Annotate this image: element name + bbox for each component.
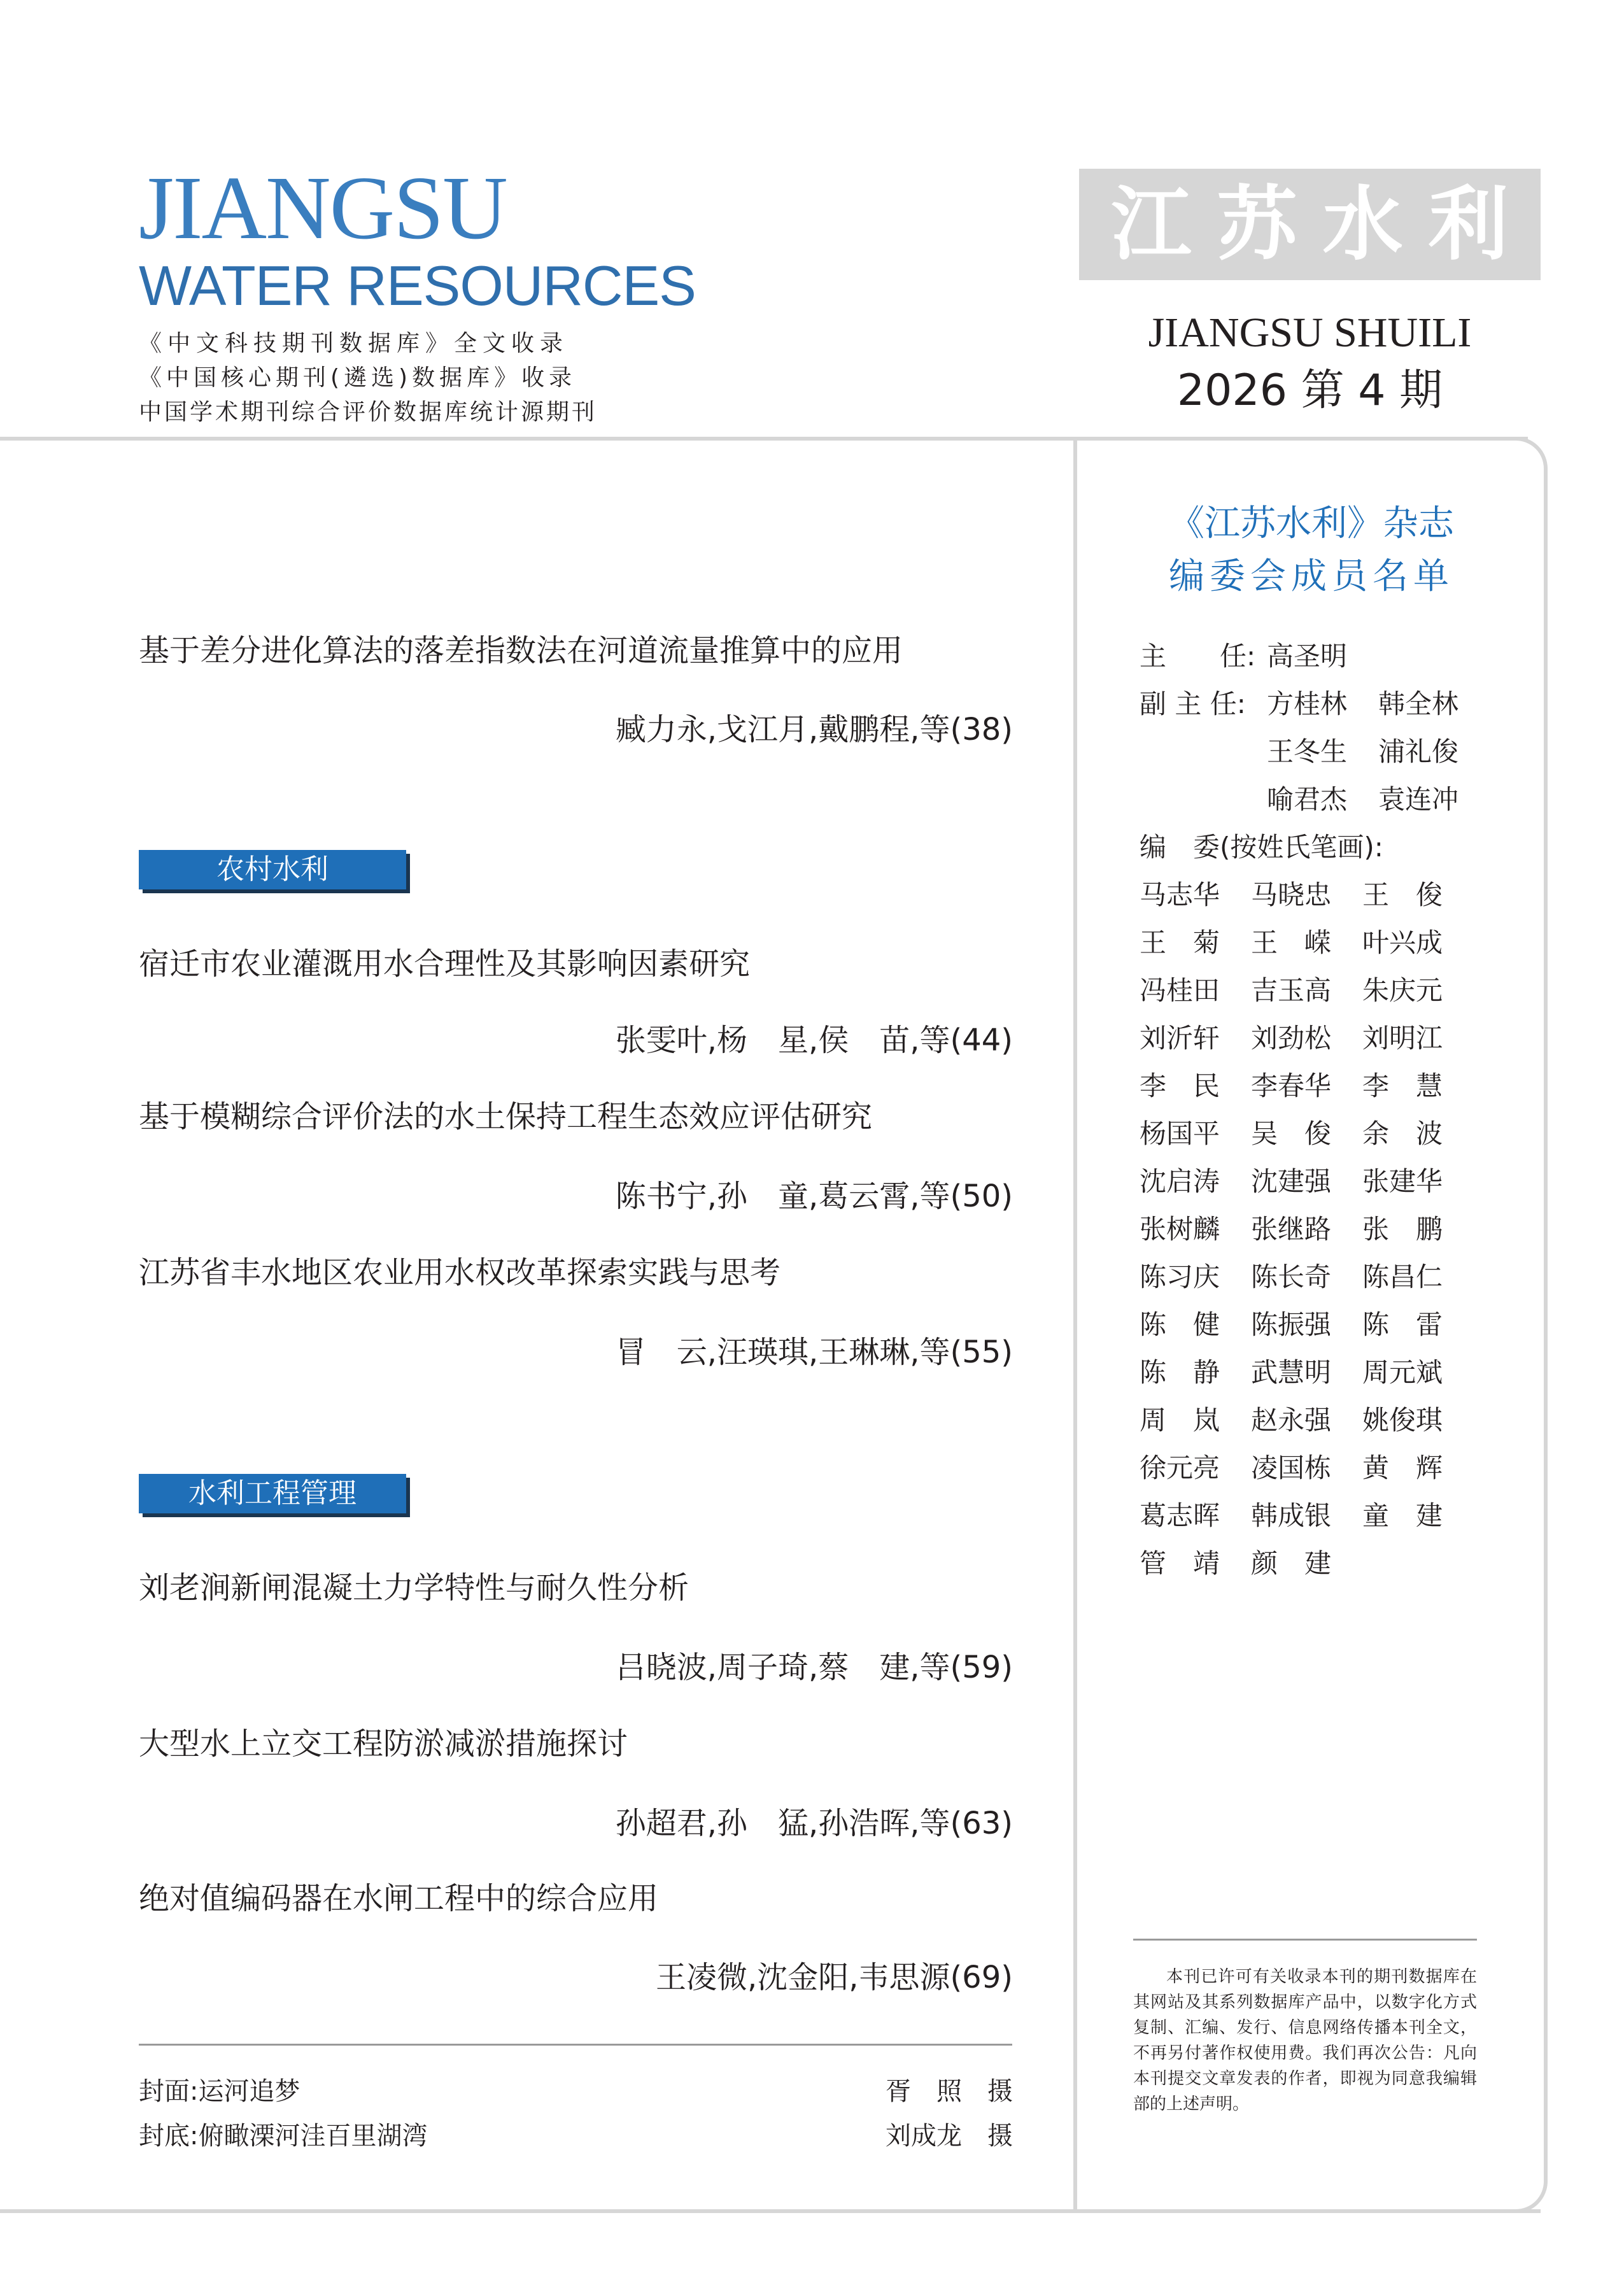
issue-number: 2026 第 4 期 [1176, 365, 1443, 416]
member-name: 吴 俊 [1251, 1118, 1332, 1149]
article-authors: 吕晓波,周子琦,蔡 建,等(59) [615, 1650, 1013, 1685]
index-line-1: 《中文科技期刊数据库》全文收录 [139, 330, 569, 357]
vice-director-row [1267, 786, 1490, 813]
member-name: 余 波 [1362, 1118, 1443, 1149]
member-name: 周 岚 [1140, 1404, 1220, 1436]
vice-director-row [1267, 688, 1490, 719]
member-name: 浦礼俊 [1378, 736, 1459, 767]
member-name: 袁连冲 [1378, 784, 1459, 815]
member-name: 刘明江 [1362, 1022, 1443, 1054]
toc-divider [139, 2044, 1012, 2046]
member-name: 陈长奇 [1251, 1261, 1332, 1292]
member-name: 童 建 [1362, 1500, 1443, 1531]
member-name: 李 民 [1140, 1070, 1220, 1101]
back-cover-photographer: 刘成龙 摄 [886, 2121, 1013, 2151]
back-cover-credit: 封底:俯瞰溧河洼百里湖湾 [139, 2121, 428, 2151]
member-row [1140, 1213, 1474, 1245]
article-title[interactable]: 基于差分进化算法的落差指数法在河道流量推算中的应用 [139, 633, 903, 669]
member-row [1140, 1168, 1474, 1195]
member-name: 刘劲松 [1251, 1022, 1332, 1054]
member-name: 王 菊 [1140, 927, 1220, 958]
logo-english-subtitle: WATER RESOURCES [139, 254, 696, 317]
member-name: 凌国栋 [1251, 1452, 1332, 1483]
member-name: 张继路 [1251, 1213, 1332, 1245]
members-label: 编 委(按姓氏笔画): [1140, 831, 1383, 863]
member-name: 陈昌仁 [1362, 1261, 1443, 1292]
member-name: 韩成银 [1251, 1500, 1332, 1531]
member-name: 张树麟 [1140, 1213, 1220, 1245]
article-authors: 王凌微,沈金阳,韦思源(69) [655, 1960, 1013, 1995]
member-name: 李 慧 [1362, 1070, 1443, 1101]
member-name: 张建华 [1362, 1166, 1443, 1197]
member-row [1140, 1309, 1474, 1340]
cover-credit: 封面:运河追梦 [139, 2077, 300, 2106]
director-name: 高圣明 [1267, 640, 1348, 672]
member-name: 沈启涛 [1140, 1166, 1220, 1197]
journal-pinyin: JIANGSU SHUILI [1148, 309, 1472, 356]
member-row [1140, 977, 1474, 1004]
member-name: 方桂林 [1267, 688, 1348, 719]
member-name: 陈 静 [1140, 1357, 1220, 1388]
index-line-2: 《中国核心期刊(遴选)数据库》收录 [139, 365, 577, 391]
member-row [1140, 1070, 1474, 1101]
article-title[interactable]: 绝对值编码器在水闸工程中的综合应用 [139, 1881, 659, 1916]
member-name: 韩全林 [1378, 688, 1459, 719]
member-name: 管 靖 [1140, 1548, 1220, 1579]
member-row [1140, 1359, 1474, 1386]
article-title[interactable]: 江苏省丰水地区农业用水权改革探索实践与思考 [139, 1255, 781, 1291]
member-name: 刘沂轩 [1140, 1022, 1220, 1054]
member-name: 杨国平 [1140, 1118, 1220, 1149]
member-name: 武慧明 [1251, 1357, 1332, 1388]
board-title: 编委会成员名单 [1169, 556, 1454, 597]
article-title[interactable]: 宿迁市农业灌溉用水合理性及其影响因素研究 [139, 946, 751, 982]
member-name: 王冬生 [1267, 736, 1348, 767]
brand-title: 江苏水利 [1111, 177, 1534, 271]
member-name: 沈建强 [1251, 1166, 1332, 1197]
member-name: 朱庆元 [1362, 975, 1443, 1006]
article-authors: 臧力永,戈江月,戴鹏程,等(38) [615, 712, 1013, 747]
member-name: 姚俊琪 [1362, 1404, 1443, 1436]
article-authors: 孙超君,孙 猛,孙浩晖,等(63) [615, 1806, 1013, 1841]
member-row [1140, 1022, 1474, 1054]
member-name: 喻君杰 [1267, 784, 1348, 815]
member-name: 周元斌 [1362, 1357, 1443, 1388]
director-label: 主 任: [1140, 640, 1256, 672]
index-line-3: 中国学术期刊综合评价数据库统计源期刊 [139, 399, 598, 425]
article-title[interactable]: 刘老涧新闸混凝土力学特性与耐久性分析 [139, 1570, 689, 1606]
member-row [1140, 1500, 1474, 1531]
member-name: 陈习庆 [1140, 1261, 1220, 1292]
member-name: 陈 雷 [1362, 1309, 1443, 1340]
member-row [1140, 927, 1474, 958]
notice-divider [1133, 1939, 1477, 1941]
member-row [1140, 1452, 1474, 1483]
member-name: 陈 健 [1140, 1309, 1220, 1340]
member-row [1140, 1118, 1474, 1149]
member-name: 吉玉高 [1251, 975, 1332, 1006]
member-name: 王 嵘 [1251, 927, 1332, 958]
cover-photographer: 胥 照 摄 [886, 2077, 1013, 2106]
article-title[interactable]: 基于模糊综合评价法的水土保持工程生态效应评估研究 [139, 1099, 873, 1135]
section-tag-engineering-management: 水利工程管理 [139, 1474, 406, 1513]
member-name: 陈振强 [1251, 1309, 1332, 1340]
section-tag-rural-water: 农村水利 [139, 850, 406, 889]
article-authors: 冒 云,汪瑛琪,王琳琳,等(55) [615, 1334, 1013, 1370]
article-title[interactable]: 大型水上立交工程防淤减淤措施探讨 [139, 1726, 628, 1762]
member-name: 赵永强 [1251, 1404, 1332, 1436]
member-name: 王 俊 [1362, 879, 1443, 910]
article-authors: 张雯叶,杨 星,侯 苗,等(44) [615, 1022, 1013, 1058]
frame-bottom-divider [0, 2209, 1541, 2213]
article-authors: 陈书宁,孙 童,葛云霄,等(50) [615, 1178, 1013, 1214]
member-name: 叶兴成 [1362, 927, 1443, 958]
member-name: 葛志晖 [1140, 1500, 1220, 1531]
member-name: 冯桂田 [1140, 975, 1220, 1006]
member-name: 马志华 [1140, 879, 1220, 910]
vice-director-label: 副 主 任: [1140, 688, 1246, 719]
member-name: 张 鹏 [1362, 1213, 1443, 1245]
board-title-journal: 《江苏水利》杂志 [1169, 503, 1454, 544]
copyright-notice: 本刊已许可有关收录本刊的期刊数据库在其网站及其系列数据库产品中，以数字化方式复制、汇编、发行、信息网络传播本刊全文，不再另付著作权使用费。我们再次公告：凡向本刊提交文章发表的作者，即视为同意我编辑部的上述声明。 [1133, 1967, 1477, 2114]
member-row [1140, 1261, 1474, 1292]
member-name: 马晓忠 [1251, 879, 1332, 910]
member-row [1140, 879, 1474, 910]
vice-director-row [1267, 736, 1490, 767]
member-name: 颜 建 [1251, 1548, 1332, 1579]
member-row [1140, 1550, 1474, 1577]
member-name: 李春华 [1251, 1070, 1332, 1101]
logo-english-title: JIANGSU [139, 157, 507, 258]
member-name: 黄 辉 [1362, 1452, 1443, 1483]
member-name: 徐元亮 [1140, 1452, 1220, 1483]
member-row [1140, 1404, 1474, 1436]
